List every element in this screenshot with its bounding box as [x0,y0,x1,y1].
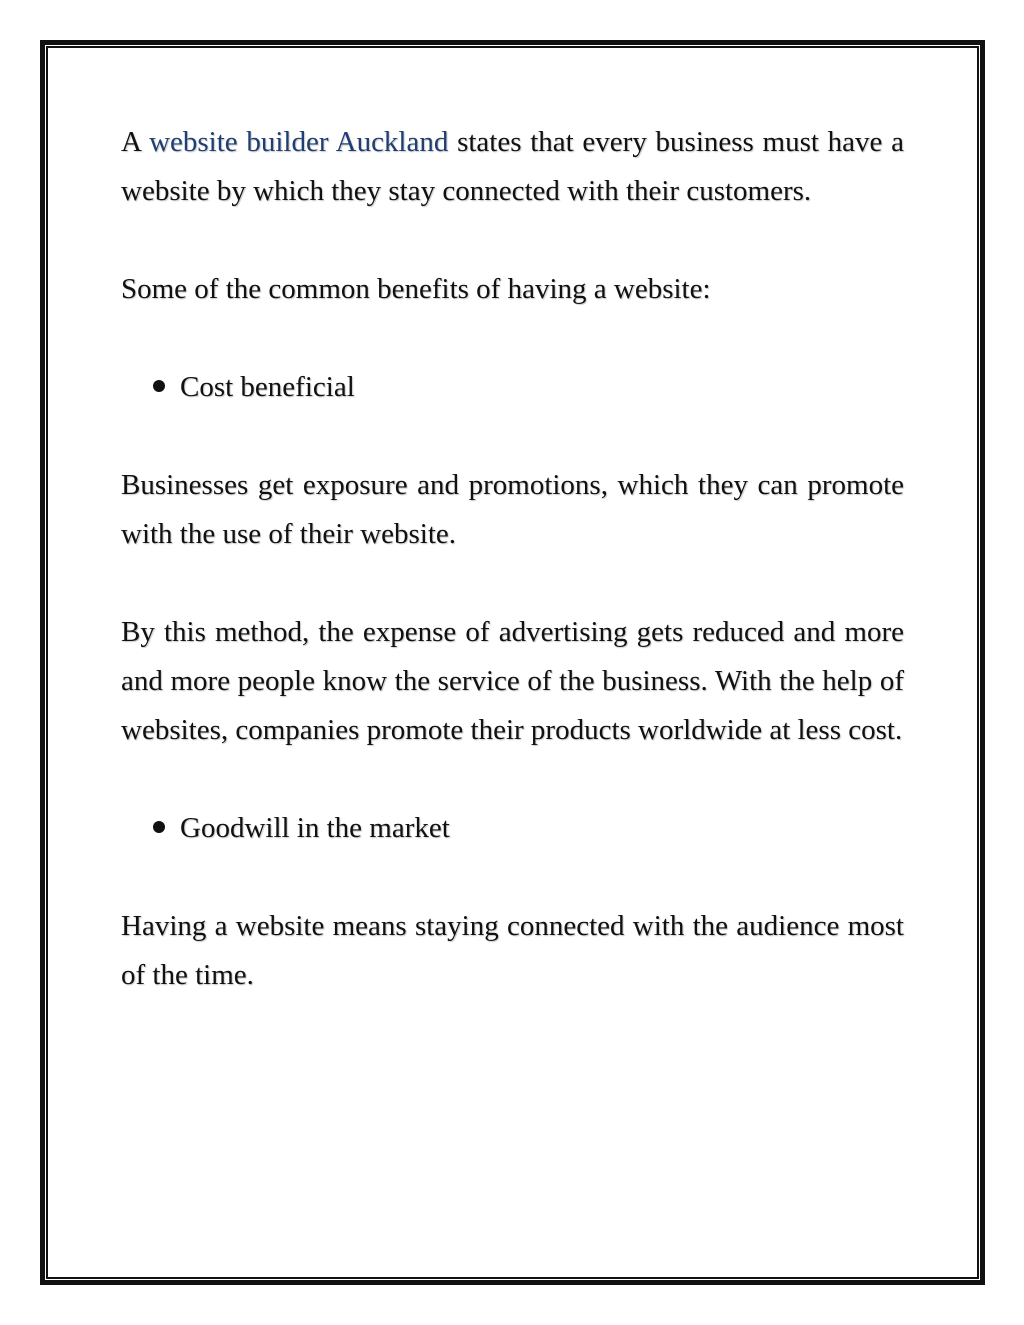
intro-suffix: states that every business must have a website by which they stay connected with their customers. [121,126,904,207]
intro-paragraph [121,118,904,216]
bullet-item-cost-beneficial [153,363,904,412]
benefits-heading: Some of the common benefits of having a website: [121,273,711,305]
bullet-label: Cost beneficial [180,371,355,403]
bullet-label: Goodwill in the market [180,812,450,844]
cost-paragraph-1: Businesses get exposure and promotions, which they can promote with the use of their website. [121,469,904,550]
bullet-item-goodwill [153,804,904,853]
website-builder-link[interactable]: website builder Auckland [149,126,449,158]
intro-prefix: A [121,126,150,158]
cost-paragraph-2: By this method, the expense of advertising gets reduced and more and more people know the service of the business. With the help of websites, companies promote their products worldwide at less cost. [121,616,904,746]
bullet-icon [153,380,165,392]
document-body [121,118,904,1049]
bullet-icon [153,821,165,833]
goodwill-paragraph-1: Having a website means staying connected with the audience most of the time. [121,910,904,991]
